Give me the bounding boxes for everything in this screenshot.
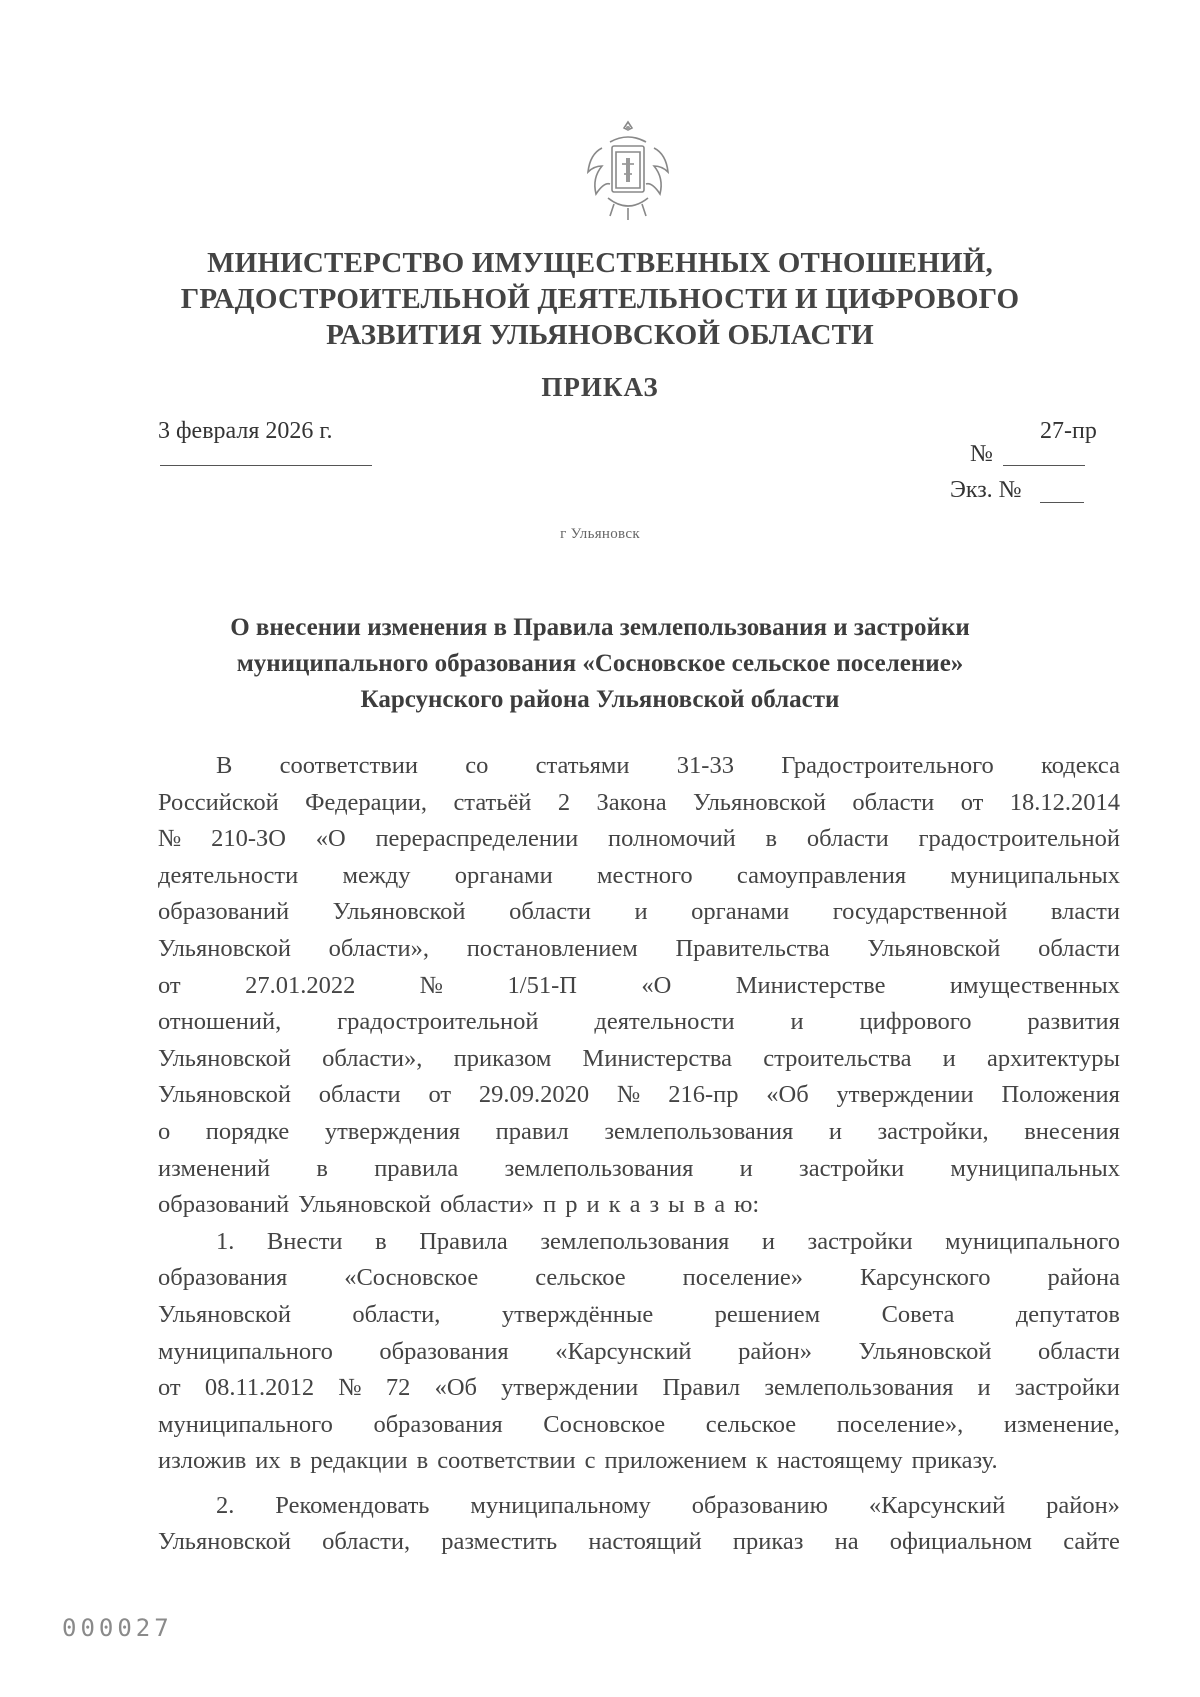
copy-number-underline <box>1040 502 1084 503</box>
body-line: 1. Внести в Правила землепользования и застройки муниципального <box>216 1227 1120 1255</box>
order-title: ПРИКАЗ <box>541 372 659 402</box>
body-line: изложив их в редакции в соответствии с приложением к настоящему приказу. <box>158 1447 998 1475</box>
body-line: муниципального образования Сосновское сельское поселение», изменение, <box>158 1410 1120 1438</box>
number-underline <box>1003 465 1085 466</box>
coat-of-arms-icon <box>580 118 676 222</box>
body-line: муниципального образования «Карсунский район» Ульяновской области <box>158 1337 1120 1365</box>
body-line: В соответствии со статьями 31-33 Градостроительного кодекса <box>216 752 1120 779</box>
subject-line: О внесении изменения в Правила землепользования и застройки <box>230 614 970 641</box>
body-line: от 27.01.2022 № 1/51-П «О Министерстве имущественных <box>158 971 1120 999</box>
city: г Ульяновск <box>560 526 640 542</box>
body-line: 2. Рекомендовать муниципальному образованию «Карсунский район» <box>216 1491 1120 1519</box>
body-line: образований Ульяновской области» п р и к а з ы в а ю: <box>158 1191 760 1219</box>
body-line: Ульяновской области от 29.09.2020 № 216-пр «Об утверждении Положения <box>158 1081 1120 1109</box>
ministry-name-line: ГРАДОСТРОИТЕЛЬНОЙ ДЕЯТЕЛЬНОСТИ И ЦИФРОВОГО <box>180 283 1020 315</box>
ministry-name <box>150 245 1050 353</box>
body-line: изменений в правила землепользования и застройки муниципальных <box>158 1154 1120 1182</box>
body-line: деятельности между органами местного самоуправления муниципальных <box>158 861 1120 889</box>
paragraph-gap <box>158 1480 1120 1488</box>
copy-number-label: Экз. № <box>950 477 1022 503</box>
order-date: 3 февраля 2026 г. <box>158 418 333 444</box>
order-subject <box>180 610 1020 718</box>
body-line: Ульяновской области», приказом Министерства строительства и архитектуры <box>158 1044 1120 1072</box>
ministry-name-line: МИНИСТЕРСТВО ИМУЩЕСТВЕННЫХ ОТНОШЕНИЙ, <box>207 247 993 279</box>
body-line: о порядке утверждения правил землепользования и застройки, внесения <box>158 1117 1120 1145</box>
order-body <box>158 748 1120 1561</box>
subject-line: муниципального образования «Сосновское сельское поселение» <box>236 650 964 677</box>
order-number: 27-пр <box>1040 418 1097 444</box>
body-line: от 08.11.2012 № 72 «Об утверждении Правил землепользования и застройки <box>158 1374 1120 1402</box>
order-number-label: № <box>970 441 993 467</box>
date-underline <box>160 465 372 466</box>
body-line: Российской Федерации, статьёй 2 Закона Ульяновской области от 18.12.2014 <box>158 788 1120 816</box>
page-stamp-number: 000027 <box>62 1614 173 1642</box>
body-line: Ульяновской области, разместить настоящий приказ на официальном сайте <box>158 1528 1120 1556</box>
body-line: отношений, градостроительной деятельности и цифрового развития <box>158 1008 1120 1036</box>
body-line: Ульяновской области», постановлением Правительства Ульяновской области <box>158 934 1120 962</box>
subject-line: Карсунского района Ульяновской области <box>360 686 840 713</box>
body-line: № 210-ЗО «О перераспределении полномочий в области градостроительной <box>158 825 1120 853</box>
body-line: образований Ульяновской области и органами государственной власти <box>158 898 1120 926</box>
ministry-name-line: РАЗВИТИЯ УЛЬЯНОВСКОЙ ОБЛАСТИ <box>326 319 874 351</box>
body-line: образования «Сосновское сельское поселение» Карсунского района <box>158 1264 1120 1292</box>
body-line: Ульяновской области, утверждённые решением Совета депутатов <box>158 1300 1120 1328</box>
